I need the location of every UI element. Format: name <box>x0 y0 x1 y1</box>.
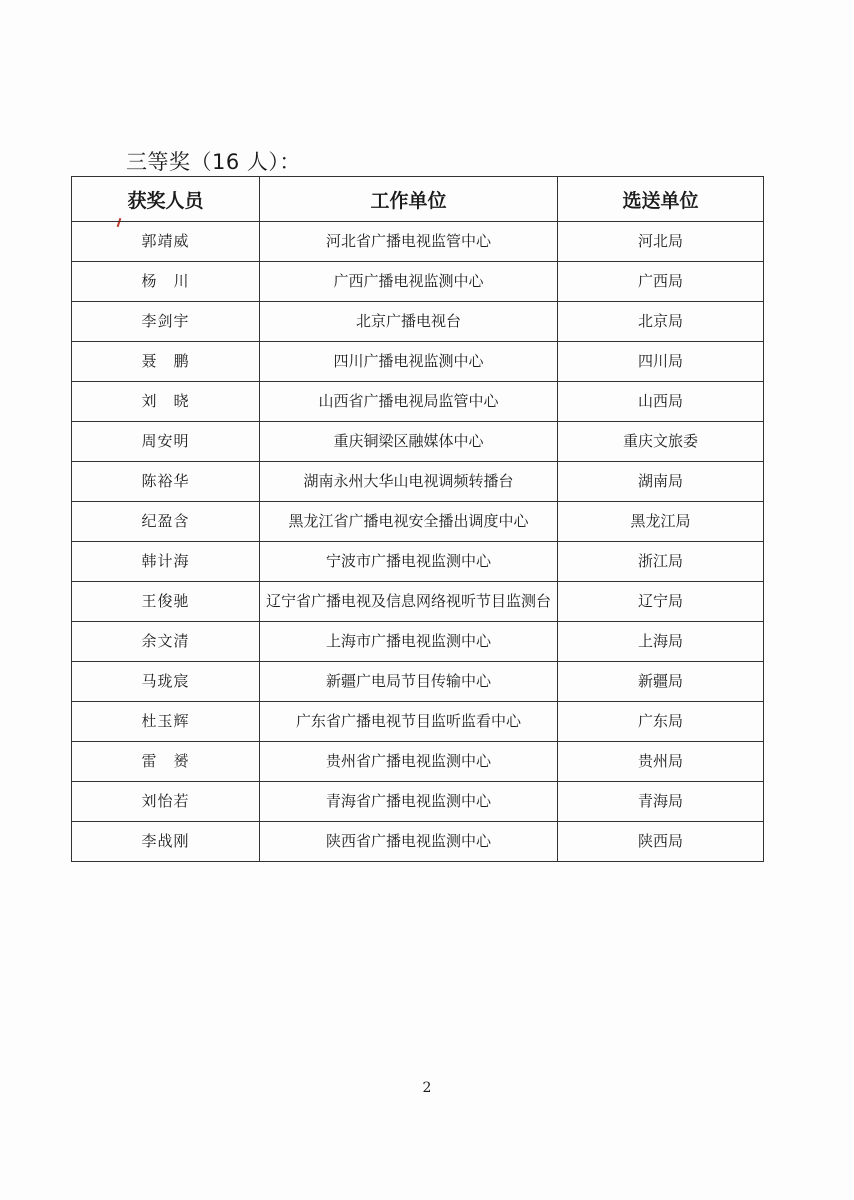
header-work-unit: 工作单位 <box>260 177 558 222</box>
page-number: 2 <box>422 1080 432 1096</box>
table-row <box>72 702 764 742</box>
nominating-unit-cell: 山西局 <box>558 382 764 422</box>
work-unit-cell: 贵州省广播电视监测中心 <box>260 742 558 782</box>
table-row <box>72 622 764 662</box>
table-row <box>72 382 764 422</box>
awardee-name-cell: 周安明 <box>72 422 260 462</box>
table-row <box>72 422 764 462</box>
awardee-name-cell: 杨 川 <box>72 262 260 302</box>
awardee-name-cell: 郭靖威 <box>72 222 260 262</box>
nominating-unit-cell: 浙江局 <box>558 542 764 582</box>
awardee-name-cell: 韩计海 <box>72 542 260 582</box>
awardee-name-cell: 王俊驰 <box>72 582 260 622</box>
table-row <box>72 222 764 262</box>
nominating-unit-cell: 青海局 <box>558 782 764 822</box>
awardee-name-cell: 刘怡若 <box>72 782 260 822</box>
nominating-unit-cell: 河北局 <box>558 222 764 262</box>
work-unit-cell: 上海市广播电视监测中心 <box>260 622 558 662</box>
nominating-unit-cell: 陕西局 <box>558 822 764 862</box>
nominating-unit-cell: 湖南局 <box>558 462 764 502</box>
work-unit-cell: 河北省广播电视监管中心 <box>260 222 558 262</box>
table-row <box>72 662 764 702</box>
awardee-name-cell: 陈裕华 <box>72 462 260 502</box>
table-row <box>72 462 764 502</box>
work-unit-cell: 湖南永州大华山电视调频转播台 <box>260 462 558 502</box>
header-nominating-unit: 选送单位 <box>558 177 764 222</box>
work-unit-cell: 青海省广播电视监测中心 <box>260 782 558 822</box>
nominating-unit-cell: 贵州局 <box>558 742 764 782</box>
work-unit-cell: 广东省广播电视节目监听监看中心 <box>260 702 558 742</box>
work-unit-cell: 辽宁省广播电视及信息网络视听节目监测台 <box>260 582 558 622</box>
work-unit-cell: 广西广播电视监测中心 <box>260 262 558 302</box>
awardee-name-cell: 余文清 <box>72 622 260 662</box>
awardee-name-cell: 马珑宸 <box>72 662 260 702</box>
work-unit-cell: 陕西省广播电视监测中心 <box>260 822 558 862</box>
work-unit-cell: 宁波市广播电视监测中心 <box>260 542 558 582</box>
table-header-row <box>72 177 764 222</box>
section-heading: 三等奖（16 人）： <box>126 150 301 174</box>
header-awardee: 获奖人员 <box>72 177 260 222</box>
awardee-name-cell: 刘 晓 <box>72 382 260 422</box>
nominating-unit-cell: 辽宁局 <box>558 582 764 622</box>
awardee-name-cell: 聂 鹏 <box>72 342 260 382</box>
work-unit-cell: 北京广播电视台 <box>260 302 558 342</box>
table-row <box>72 502 764 542</box>
table-row <box>72 262 764 302</box>
awardee-name-cell: 杜玉辉 <box>72 702 260 742</box>
table-row <box>72 782 764 822</box>
nominating-unit-cell: 广西局 <box>558 262 764 302</box>
nominating-unit-cell: 黑龙江局 <box>558 502 764 542</box>
awards-table <box>71 176 764 862</box>
table-row <box>72 342 764 382</box>
nominating-unit-cell: 四川局 <box>558 342 764 382</box>
table-row <box>72 822 764 862</box>
nominating-unit-cell: 重庆文旅委 <box>558 422 764 462</box>
nominating-unit-cell: 新疆局 <box>558 662 764 702</box>
table-row <box>72 542 764 582</box>
table-row <box>72 742 764 782</box>
table-row <box>72 302 764 342</box>
table-row <box>72 582 764 622</box>
awardee-name-cell: 纪盈含 <box>72 502 260 542</box>
work-unit-cell: 山西省广播电视局监管中心 <box>260 382 558 422</box>
nominating-unit-cell: 北京局 <box>558 302 764 342</box>
work-unit-cell: 四川广播电视监测中心 <box>260 342 558 382</box>
work-unit-cell: 重庆铜梁区融媒体中心 <box>260 422 558 462</box>
work-unit-cell: 新疆广电局节目传输中心 <box>260 662 558 702</box>
awardee-name-cell: 雷 赟 <box>72 742 260 782</box>
nominating-unit-cell: 广东局 <box>558 702 764 742</box>
work-unit-cell: 黑龙江省广播电视安全播出调度中心 <box>260 502 558 542</box>
nominating-unit-cell: 上海局 <box>558 622 764 662</box>
awardee-name-cell: 李战刚 <box>72 822 260 862</box>
awardee-name-cell: 李剑宇 <box>72 302 260 342</box>
